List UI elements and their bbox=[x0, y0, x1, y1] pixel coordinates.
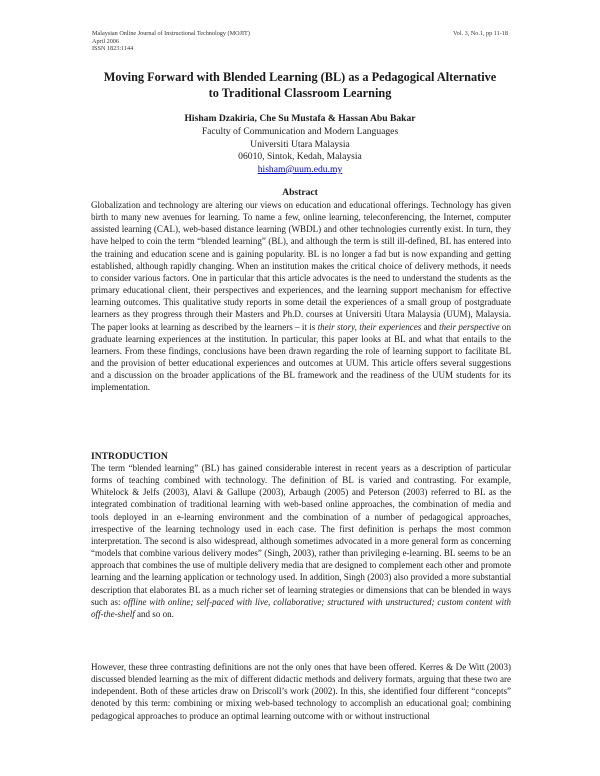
introduction-paragraph-1 bbox=[91, 462, 511, 620]
running-header-left bbox=[92, 30, 250, 53]
abstract-part-2: on graduate learning experiences at the institution. In particular, this paper looks at BL and what that entails to the learners. From these findings, conclusions have been drawn regarding the role of learning support to facilitate BL and the provision of better educational experiences and outcomes at UUM. This article offers several suggestions and a discussion on the broader applications of the BL framework and the readiness of the UUM students for its implementation. bbox=[91, 321, 511, 393]
address: 06010, Sintok, Kedah, Malaysia bbox=[238, 151, 362, 163]
intro-text-end: and so on. bbox=[134, 608, 174, 619]
intro-emphasis: offline with online; self-paced with live, collaborative; structured with unstructured; custom content with off-the-shelf bbox=[91, 596, 511, 619]
paper-title bbox=[60, 70, 540, 101]
introduction-heading: INTRODUCTION bbox=[91, 451, 168, 462]
volume-pages: Vol. 3, No.1, pp 11-18 bbox=[453, 30, 508, 37]
abstract-text bbox=[91, 199, 511, 394]
email-link[interactable]: hisham@uum.edu.my bbox=[257, 163, 343, 175]
university: Universiti Utara Malaysia bbox=[250, 138, 350, 150]
abstract-emphasis-2: their perspective bbox=[439, 321, 500, 332]
intro-text: The term “blended learning” (BL) has gained considerable interest in recent years as a description of particular forms of teaching combined with technology. The definition of BL is varied and contrasting. For example, Whitelock & Jelfs (2003), Alavi & Gallupe (2003), Arbaugh (2005) and Peterson (2003) referred to BL as the integrated combination of traditional learning with web-based online approaches, the combination of media and tools deployed in an e-learning environment and the combination of a number of pedagogical approaches, irrespective of the learning technology used in each case. The first definition is perhaps the most common interpretation. The second is also widespread, although sometimes advocated in a more general form as concerning “models that combine various delivery modes” (Singh, 2003), rather than privileging e-learning. BL seems to be an approach that combines the use of multiple delivery media that are designed to complement each other and promote learning and the learning application or technology used. In addition, Singh (2003) also provided a more substantial description that elaborates BL as a much richer set of learning strategies or dimensions that can be blended in ways such as: bbox=[91, 463, 511, 607]
affiliation-block bbox=[60, 126, 540, 176]
introduction-paragraph-2: However, these three contrasting definitions are not the only ones that have been offered. Kerres & De Witt (2003) discussed blended learning as the mix of different didactic methods and delivery formats, arguing that these two are independent. Both of these articles draw on Driscoll’s work (2002). In this, she identified four different “concepts” denoted by this term: combining or mixing web-based technology to accomplish an educational goal; combining pedagogical approaches to produce an optimal learning outcome with or without instructional bbox=[91, 662, 511, 721]
issue-date: April 2006 bbox=[92, 37, 119, 45]
title-line-1: Moving Forward with Blended Learning (BL) as a Pedagogical Alternative bbox=[103, 70, 497, 84]
faculty: Faculty of Communication and Modern Languages bbox=[201, 126, 399, 137]
journal-name: Malaysian Online Journal of Instructional Technology (MOJIT) bbox=[92, 30, 250, 37]
author-list: Hisham Dzakiria, Che Su Mustafa & Hassan Abu Bakar bbox=[184, 113, 416, 124]
abstract-heading: Abstract bbox=[282, 187, 318, 198]
abstract-part-1: Globalization and technology are altering our views on education and educational offerings. Technology has given birth to many new avenues for learning. To name a few, online learning, teleconferencing, the Internet, computer assisted learning (CAL), web-based distance learning (WBDL) and other technologies currently exist. In turn, they have helped to coin the term “blended learning” (BL), and although the term is still ill-defined, BL has entered into the training and education scene and is gaining popularity. BL is no longer a fad but is now expanding and getting established, although rapidly changing. When an institution makes the critical choice of delivery methods, it needs to consider various factors. One in particular that this article advocates is the need to understand the students as the primary educational client, their perspectives and experiences, and the learning support mechanism for effective learning outcomes. This qualitative study reports in some detail the experiences of a small group of postgraduate learners as they progress through their Masters and Ph.D. courses at Universiti Utara Malaysia (UUM), Malaysia. The paper looks at learning as described by the learners – it is bbox=[91, 200, 511, 332]
title-line-2: to Traditional Classroom Learning bbox=[208, 85, 392, 100]
abstract-emphasis-1: their story, their experiences bbox=[317, 321, 422, 332]
abstract-and: and bbox=[421, 321, 439, 332]
running-header-right bbox=[453, 30, 508, 38]
issn: ISSN 1823:1144 bbox=[92, 45, 134, 53]
